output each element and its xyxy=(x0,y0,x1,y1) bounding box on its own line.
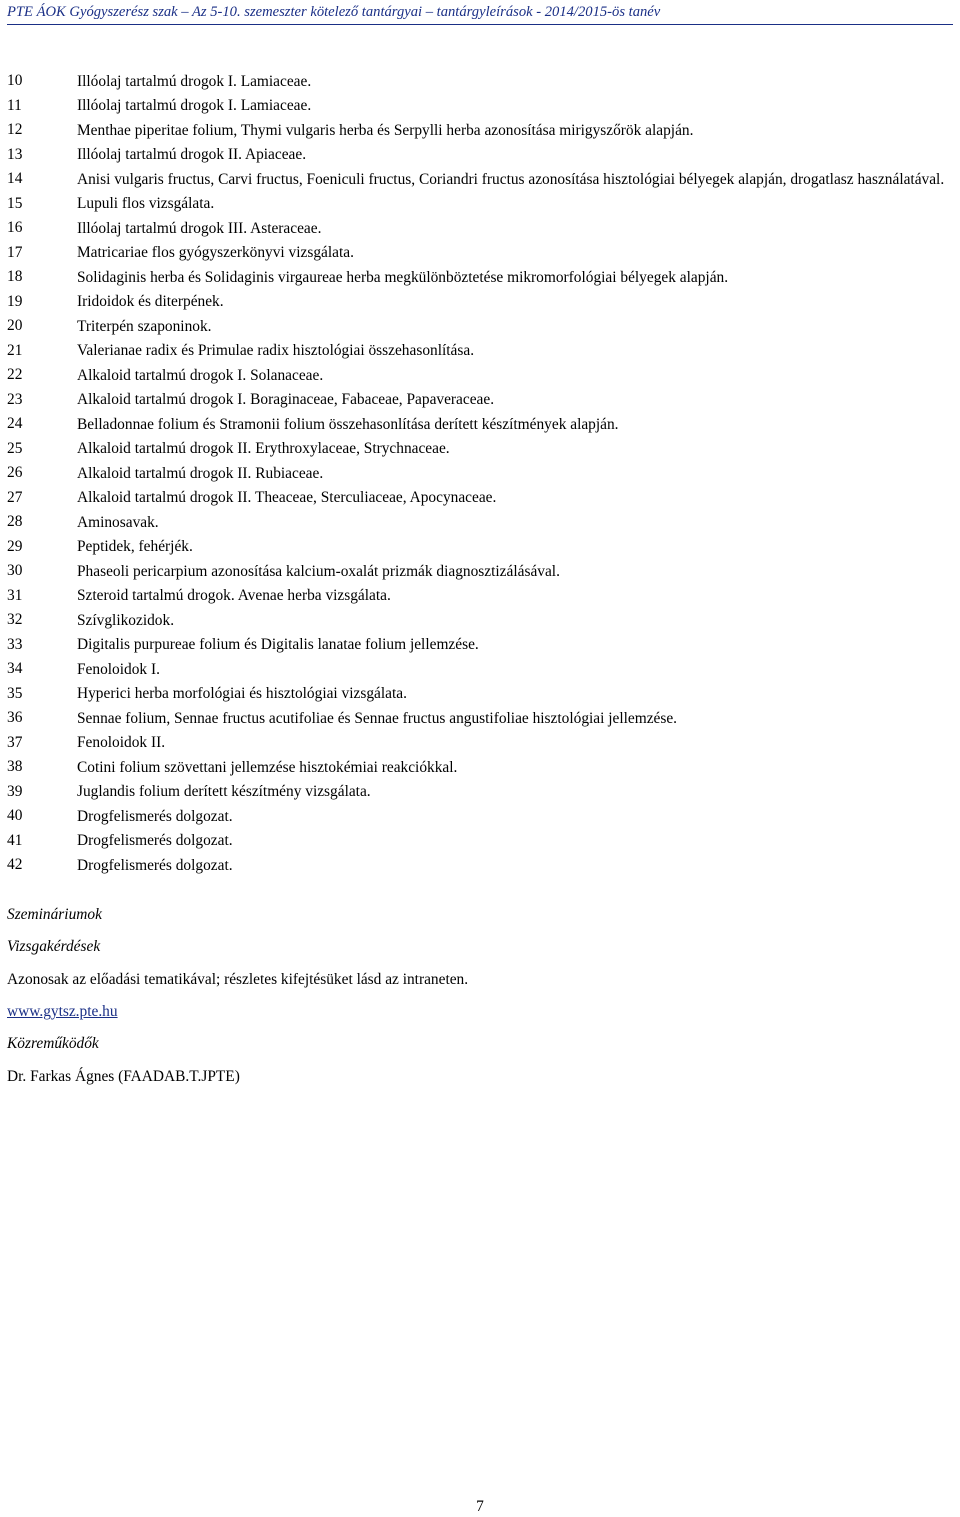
lesson-title: Digitalis purpureae folium és Digitalis lanatae folium jellemzése. xyxy=(77,636,479,653)
lesson-item xyxy=(7,633,957,658)
lesson-item xyxy=(7,608,957,633)
lesson-item xyxy=(7,118,957,143)
lesson-item xyxy=(7,339,957,364)
lesson-number: 26 xyxy=(7,464,23,481)
lesson-title: Iridoidok és diterpének. xyxy=(77,293,224,310)
lesson-item xyxy=(7,437,957,462)
lesson-number: 24 xyxy=(7,415,23,432)
lesson-item xyxy=(7,829,957,854)
lesson-number: 29 xyxy=(7,537,23,555)
lesson-item xyxy=(7,461,957,486)
page-number: 7 xyxy=(476,1498,484,1515)
lesson-number: 30 xyxy=(7,562,23,579)
lesson-number: 36 xyxy=(7,709,23,726)
lesson-number: 38 xyxy=(7,758,23,775)
lesson-item xyxy=(7,265,957,290)
lesson-title: Matricariae flos gyógyszerkönyvi vizsgálata. xyxy=(77,244,354,261)
lesson-item xyxy=(7,241,957,266)
lesson-title: Belladonnae folium és Stramonii folium összehasonlítása derített készítmények alapján. xyxy=(77,415,619,433)
exam-questions-heading: Vizsgakérdések xyxy=(7,938,101,955)
lesson-title: Fenoloidok II. xyxy=(77,734,166,751)
lesson-title: Drogfelismerés dolgozat. xyxy=(77,807,233,825)
lesson-number: 16 xyxy=(7,219,23,236)
lesson-title: Alkaloid tartalmú drogok I. Boraginaceae, Fabaceae, Papaveraceae. xyxy=(77,391,495,408)
lesson-title: Drogfelismerés dolgozat. xyxy=(77,856,233,874)
lesson-title: Menthae piperitae folium, Thymi vulgaris herba és Serpylli herba azonosítása mirigyszőrök alapján. xyxy=(77,121,694,139)
lesson-number: 15 xyxy=(7,194,23,212)
lesson-number: 21 xyxy=(7,341,23,359)
lesson-title: Illóolaj tartalmú drogok III. Asteraceae. xyxy=(77,219,322,237)
lesson-title: Alkaloid tartalmú drogok II. Erythroxylaceae, Strychnaceae. xyxy=(77,440,450,457)
lesson-number: 40 xyxy=(7,807,23,824)
lesson-item xyxy=(7,143,957,168)
lesson-number: 28 xyxy=(7,513,23,530)
lesson-item xyxy=(7,314,957,339)
lesson-number: 41 xyxy=(7,831,23,849)
lesson-item xyxy=(7,216,957,241)
lesson-title: Drogfelismerés dolgozat. xyxy=(77,832,233,849)
lesson-item xyxy=(7,486,957,511)
lesson-item xyxy=(7,853,957,878)
lesson-number: 39 xyxy=(7,782,23,800)
seminars-heading: Szemináriumok xyxy=(7,906,102,923)
lesson-number: 13 xyxy=(7,145,23,163)
running-header: PTE ÁOK Gyógyszerész szak – Az 5-10. szemeszter kötelező tantárgyai – tantárgyleírások - 2014/2015-ös tanév xyxy=(7,4,661,20)
lesson-number: 19 xyxy=(7,292,23,310)
lesson-title: Aminosavak. xyxy=(77,513,159,531)
lesson-number: 10 xyxy=(7,72,23,89)
lesson-item xyxy=(7,731,957,756)
lesson-item xyxy=(7,682,957,707)
lesson-title: Fenoloidok I. xyxy=(77,660,160,678)
lesson-number: 23 xyxy=(7,390,23,408)
lesson-title: Alkaloid tartalmú drogok I. Solanaceae. xyxy=(77,366,324,384)
lesson-item xyxy=(7,804,957,829)
lesson-number: 22 xyxy=(7,366,23,383)
lesson-title: Sennae folium, Sennae fructus acutifoliae és Sennae fructus angustifoliae hisztológiai jellemzése. xyxy=(77,709,678,727)
lesson-title: Illóolaj tartalmú drogok II. Apiaceae. xyxy=(77,146,307,163)
lesson-title: Illóolaj tartalmú drogok I. Lamiaceae. xyxy=(77,72,312,90)
lesson-title: Anisi vulgaris fructus, Carvi fructus, Foeniculi fructus, Coriandri fructus azonosítása hisztológiai bélyegek alapján, drogatlasz használatával. xyxy=(77,170,945,188)
lesson-item xyxy=(7,780,957,805)
lesson-item xyxy=(7,657,957,682)
lesson-title: Peptidek, fehérjék. xyxy=(77,538,193,555)
lesson-item xyxy=(7,192,957,217)
lesson-item xyxy=(7,363,957,388)
lesson-title: Szívglikozidok. xyxy=(77,611,175,629)
header-divider xyxy=(7,24,953,25)
lesson-title: Alkaloid tartalmú drogok II. Rubiaceae. xyxy=(77,464,324,482)
lesson-item xyxy=(7,412,957,437)
lesson-list xyxy=(7,69,957,878)
lesson-title: Juglandis folium derített készítmény vizsgálata. xyxy=(77,783,371,800)
lesson-number: 11 xyxy=(7,96,22,114)
lesson-number: 14 xyxy=(7,170,23,187)
lesson-title: Cotini folium szövettani jellemzése hisztokémiai reakciókkal. xyxy=(77,758,458,776)
lesson-title: Hyperici herba morfológiai és hisztológiai vizsgálata. xyxy=(77,685,407,702)
lesson-title: Valerianae radix és Primulae radix hisztológiai összehasonlítása. xyxy=(77,342,475,359)
lesson-number: 27 xyxy=(7,488,23,506)
lesson-title: Szteroid tartalmú drogok. Avenae herba vizsgálata. xyxy=(77,587,391,604)
lesson-title: Phaseoli pericarpium azonosítása kalcium-oxalát prizmák diagnosztizálásával. xyxy=(77,562,560,580)
lesson-title: Lupuli flos vizsgálata. xyxy=(77,195,215,212)
lesson-number: 33 xyxy=(7,635,23,653)
contributors-heading: Közreműködők xyxy=(7,1035,99,1052)
lesson-number: 18 xyxy=(7,268,23,285)
lesson-item xyxy=(7,755,957,780)
lesson-number: 34 xyxy=(7,660,23,677)
lesson-title: Solidaginis herba és Solidaginis virgaureae herba megkülönböztetése mikromorfológiai bélyegek alapján. xyxy=(77,268,729,286)
lesson-item xyxy=(7,290,957,315)
lesson-item xyxy=(7,584,957,609)
lesson-title: Triterpén szaponinok. xyxy=(77,317,212,335)
lesson-number: 32 xyxy=(7,611,23,628)
lesson-item xyxy=(7,388,957,413)
contributor-name: Dr. Farkas Ágnes (FAADAB.T.JPTE) xyxy=(7,1068,240,1085)
lesson-item xyxy=(7,706,957,731)
lesson-item xyxy=(7,167,957,192)
lesson-item xyxy=(7,535,957,560)
exam-questions-text: Azonosak az előadási tematikával; részletes kifejtésüket lásd az intraneten. xyxy=(7,971,469,988)
lesson-number: 31 xyxy=(7,586,23,604)
lesson-number: 12 xyxy=(7,121,23,138)
lesson-number: 42 xyxy=(7,856,23,873)
lesson-item xyxy=(7,559,957,584)
lesson-title: Alkaloid tartalmú drogok II. Theaceae, Sterculiaceae, Apocynaceae. xyxy=(77,489,497,506)
lesson-title: Illóolaj tartalmú drogok I. Lamiaceae. xyxy=(77,97,312,114)
lesson-number: 25 xyxy=(7,439,23,457)
lesson-number: 17 xyxy=(7,243,23,261)
website-link[interactable]: www.gytsz.pte.hu xyxy=(7,1003,118,1020)
lesson-number: 20 xyxy=(7,317,23,334)
lesson-number: 37 xyxy=(7,733,23,751)
lesson-number: 35 xyxy=(7,684,23,702)
lesson-item xyxy=(7,510,957,535)
lesson-item xyxy=(7,69,957,94)
lesson-item xyxy=(7,94,957,119)
